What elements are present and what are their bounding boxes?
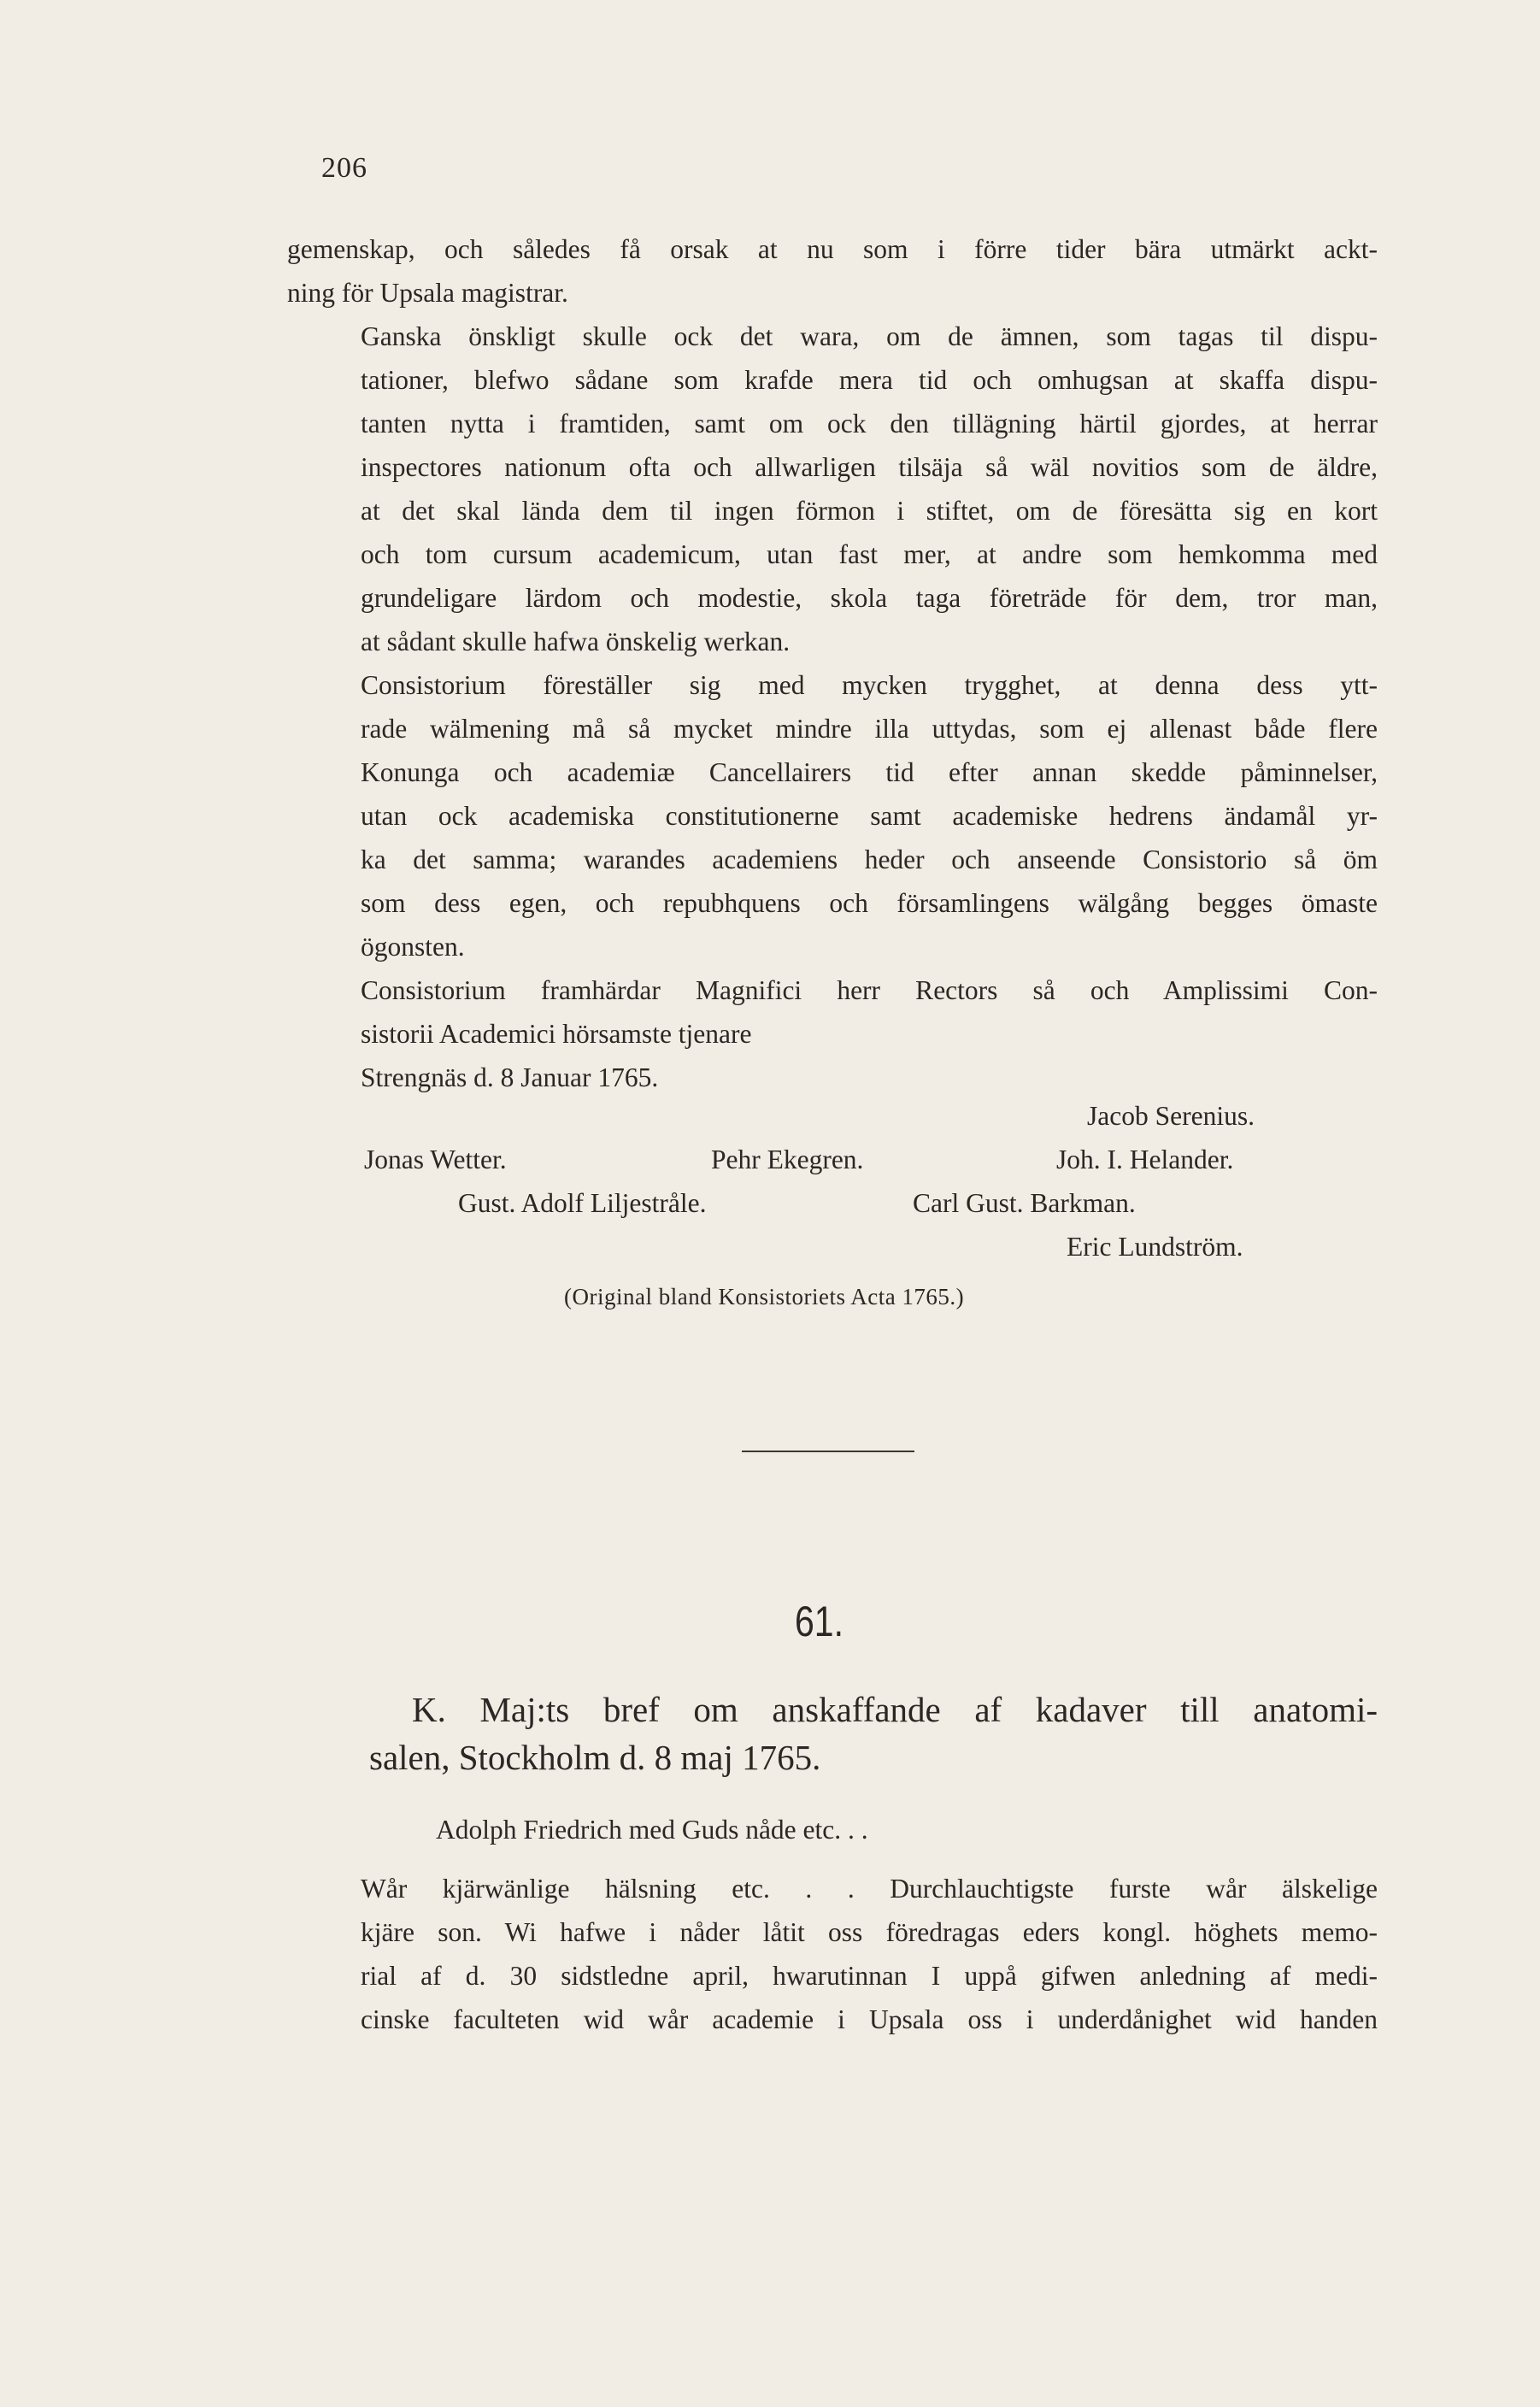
signature-eric-lundstrom: Eric Lundström. [1067, 1232, 1243, 1262]
text-line: inspectores nationum ofta och allwarligen tilsäja så wäl novitios som de äldre, [361, 452, 1378, 482]
section-divider [742, 1451, 914, 1452]
text-line: Ganska önskligt skulle ock det wara, om de ämnen, som tagas til dispu- [361, 321, 1378, 351]
signature-gust-liljestrale: Gust. Adolf Liljestråle. [458, 1188, 707, 1218]
document-title [369, 1686, 1378, 1781]
text-line: Wår kjärwänlige hälsning etc. . . Durchlauchtigste furste wår älskelige [361, 1874, 1378, 1904]
text-line: at det skal lända dem til ingen förmon i stiftet, om de föresätta sig en kort [361, 496, 1378, 526]
text-line: Consistorium föreställer sig med mycken trygghet, at denna dess ytt- [361, 670, 1378, 700]
signature-joh-helander: Joh. I. Helander. [1056, 1145, 1234, 1174]
signature-pehr-ekegren: Pehr Ekegren. [711, 1145, 864, 1174]
text-line: sistorii Academici hörsamste tjenare [361, 1019, 752, 1049]
text-line: rial af d. 30 sidstledne april, hwarutinnan I uppå gifwen anledning af medi- [361, 1961, 1378, 1991]
salutation: Adolph Friedrich med Guds nåde etc. . . [436, 1815, 868, 1845]
source-note: (Original bland Konsistoriets Acta 1765.) [564, 1284, 965, 1309]
letter-body-2 [287, 1867, 1378, 2041]
signature-jonas-wetter: Jonas Wetter. [364, 1145, 507, 1174]
paragraph-5 [287, 1867, 1378, 2041]
text-line: grundeligare lärdom och modestie, skola taga företräde för dem, tror man, [361, 583, 1378, 613]
paragraph-4 [287, 968, 1378, 1056]
text-line: ögonsten. [361, 932, 465, 962]
document-number: 61. [795, 1598, 844, 1645]
place-date [287, 1056, 1378, 1099]
text-line: ning för Upsala magistrar. [287, 278, 568, 308]
signature-carl-barkman: Carl Gust. Barkman. [913, 1188, 1136, 1218]
text-line: Strengnäs d. 8 Januar 1765. [361, 1062, 659, 1092]
text-line: rade wälmening må så mycket mindre illa uttydas, som ej allenast både flere [361, 714, 1378, 744]
paragraph-2 [287, 315, 1378, 663]
title-line: K. Maj:ts bref om anskaffande af kadaver till anatomi- [412, 1690, 1378, 1729]
title-line: salen, Stockholm d. 8 maj 1765. [369, 1738, 821, 1777]
paragraph-3 [287, 663, 1378, 968]
text-line: Consistorium framhärdar Magnifici herr Rectors så och Amplissimi Con- [361, 975, 1378, 1005]
text-line: och tom cursum academicum, utan fast mer, at andre som hemkomma med [361, 539, 1378, 569]
text-line: tanten nytta i framtiden, samt om ock den tillägning härtil gjordes, at herrar [361, 409, 1378, 438]
text-line: ka det samma; warandes academiens heder och anseende Consistorio så öm [361, 845, 1378, 874]
paragraph-1 [287, 227, 1378, 315]
text-line: cinske faculteten wid wår academie i Upsala oss i underdånighet wid handen [361, 2004, 1378, 2034]
text-line: som dess egen, och repubhquens och församlingens wälgång begges ömaste [361, 888, 1378, 918]
signature-jacob-serenius: Jacob Serenius. [1087, 1101, 1255, 1131]
text-line: Konunga och academiæ Cancellairers tid efter annan skedde påminnelser, [361, 757, 1378, 787]
text-line: tationer, blefwo sådane som krafde mera tid och omhugsan at skaffa dispu- [361, 365, 1378, 395]
text-line: utan ock academiska constitutionerne samt academiske hedrens ändamål yr- [361, 801, 1378, 831]
page-number: 206 [321, 152, 367, 184]
text-line: gemenskap, och således få orsak at nu som i förre tider bära utmärkt ackt- [287, 234, 1378, 264]
text-line: at sådant skulle hafwa önskelig werkan. [361, 627, 791, 656]
letter-body [287, 227, 1378, 1099]
text-line: kjäre son. Wi hafwe i nåder låtit oss föredragas eders kongl. höghets memo- [361, 1917, 1378, 1947]
